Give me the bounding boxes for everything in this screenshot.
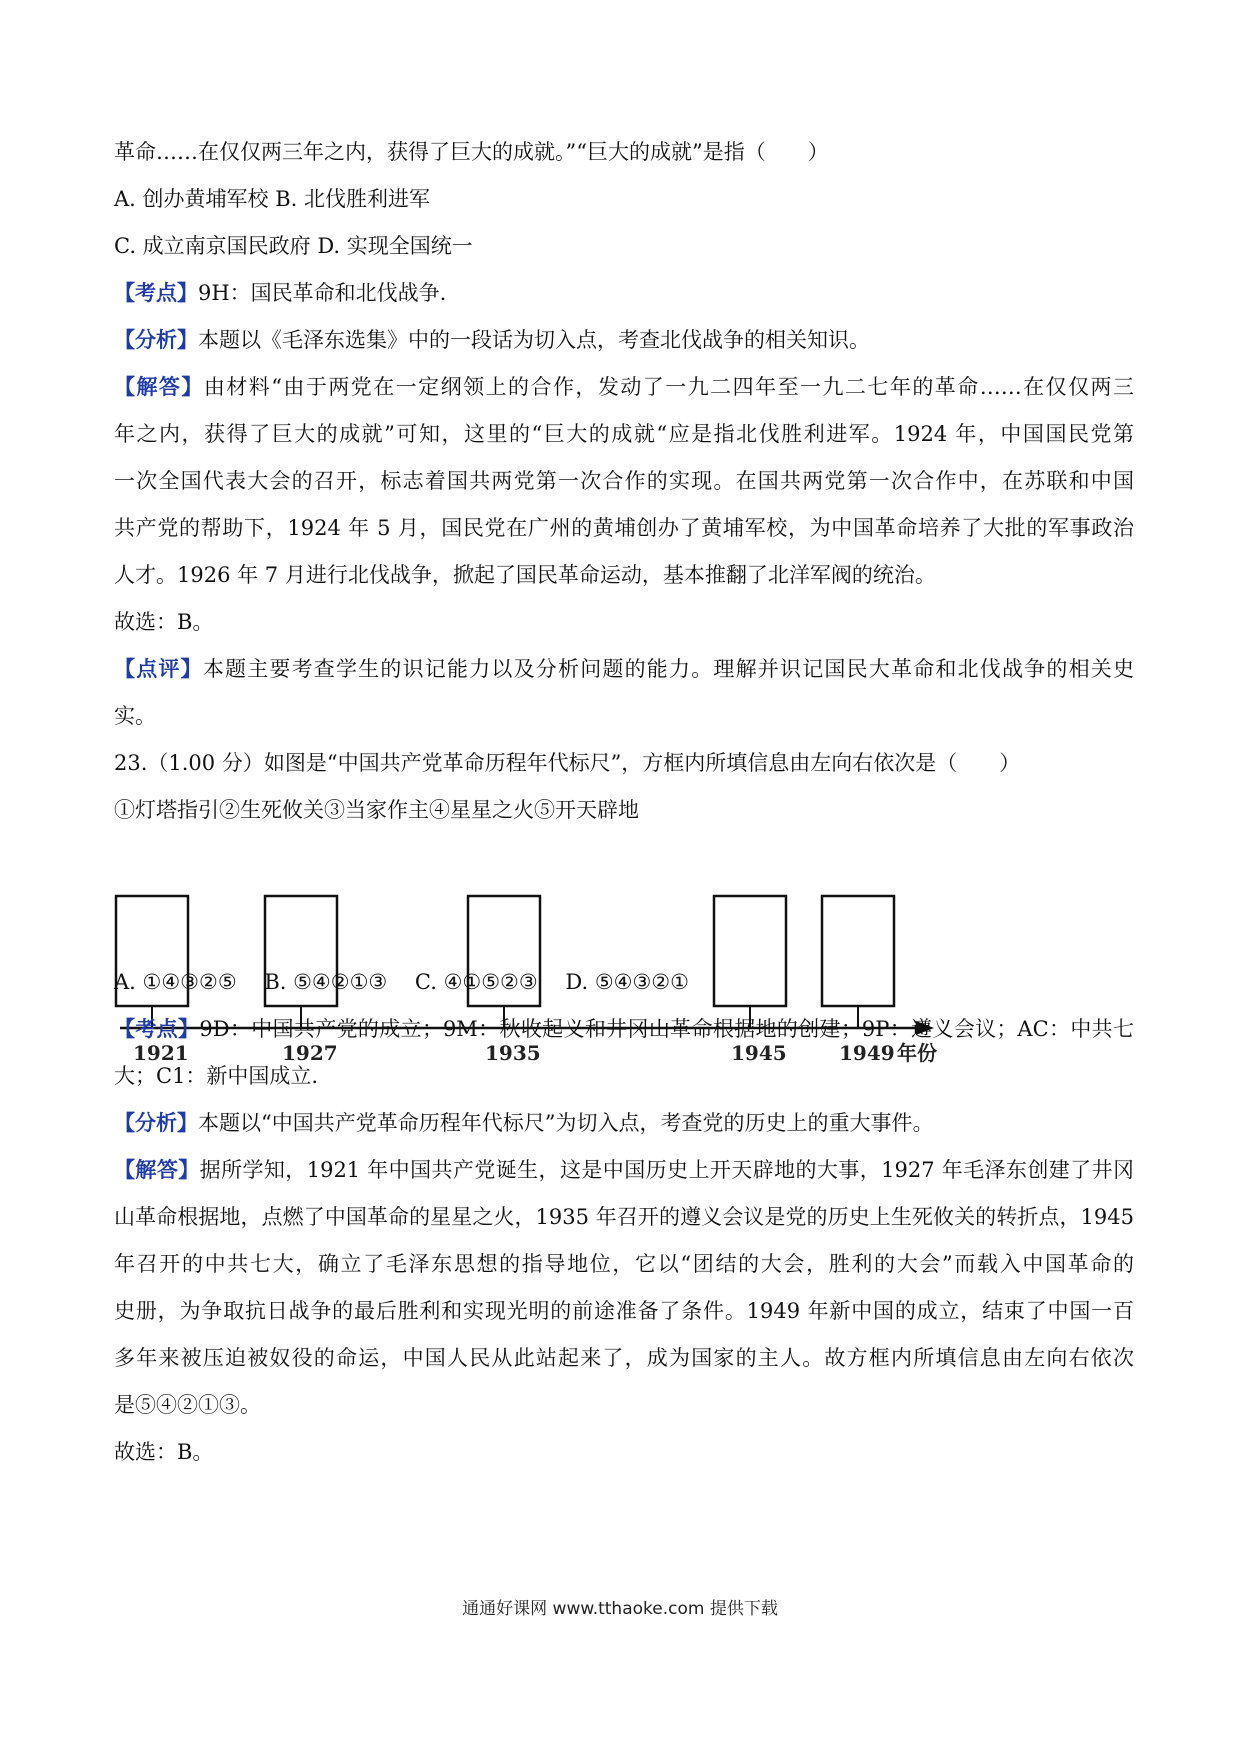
q23-kaodian-line-2: 大；C1：新中国成立. bbox=[114, 1064, 319, 1088]
q22-jieda-line-1 bbox=[114, 373, 1134, 401]
q22-jieda-line-3: 一次全国代表大会的召开，标志着国共两党第一次合作的实现。在国共两党第一次合作中，在苏联和中国 bbox=[114, 469, 1134, 493]
year-label-1927: 1927 bbox=[282, 1041, 338, 1065]
q22-jieda-line-5: 人才。1926 年 7 月进行北伐战争，掀起了国民革命运动，基本推翻了北洋军阀的统治。 bbox=[114, 563, 936, 587]
q23-stem: 23.（1.00 分）如图是“中国共产党革命历程年代标尺”，方框内所填信息由左向右依次是（ ） bbox=[114, 751, 1021, 775]
q22-options-ab: A. 创办黄埔军校 B. 北伐胜利进军 bbox=[114, 187, 430, 211]
q22-kaodian bbox=[114, 279, 1134, 307]
q23-options: A. ①④③②⑤ B. ⑤④②①③ C. ④①⑤②③ D. ⑤④③②① bbox=[114, 970, 689, 994]
fenxi-text: 本题以《毛泽东选集》中的一段话为切入点，考查北伐战争的相关知识。 bbox=[198, 328, 870, 352]
axis-label: 年份 bbox=[897, 1041, 937, 1065]
fenxi-tag: 【分析】 bbox=[114, 327, 198, 352]
year-label-1949: 1949 bbox=[839, 1041, 895, 1065]
dianping-tag: 【点评】 bbox=[114, 656, 203, 681]
q23-items: ①灯塔指引②生死攸关③当家作主④星星之火⑤开天辟地 bbox=[114, 798, 639, 822]
q22-dianping-line-2: 实。 bbox=[114, 704, 156, 728]
q22-jieda-line-2: 年之内，获得了巨大的成就”可知，这里的“巨大的成就“应是指北伐胜利进军。1924 年，中国国民党第 bbox=[114, 422, 1134, 446]
year-label-1935: 1935 bbox=[485, 1041, 541, 1065]
jieda-text: 据所学知，1921 年中国共产党诞生，这是中国历史上开天辟地的大事，1927 年毛泽东创建了井冈 bbox=[199, 1158, 1135, 1182]
page-footer: 通通好课网 www.tthaoke.com 提供下载 bbox=[462, 1599, 778, 1619]
q23-kaodian-line-1 bbox=[114, 1015, 1134, 1043]
dianping-text: 本题主要考查学生的识记能力以及分析问题的能力。理解并识记国民大革命和北伐战争的相关史 bbox=[202, 657, 1135, 681]
q23-jieda-line-1 bbox=[114, 1156, 1134, 1184]
q22-options-cd: C. 成立南京国民政府 D. 实现全国统一 bbox=[114, 234, 473, 258]
q22-fenxi bbox=[114, 326, 1134, 354]
kaodian-text: 9D：中国共产党的成立；9M：秋收起义和井冈山革命根据地的创建；9P：遵义会议；AC：中共七 bbox=[199, 1017, 1134, 1041]
q22-answer: 故选：B。 bbox=[114, 610, 214, 634]
year-label-1921: 1921 bbox=[133, 1041, 189, 1065]
q23-answer: 故选：B。 bbox=[114, 1440, 214, 1464]
q22-dianping-line-1 bbox=[114, 655, 1134, 683]
jieda-tag: 【解答】 bbox=[114, 374, 204, 399]
q23-jieda-line-3: 年召开的中共七大，确立了毛泽东思想的指导地位，它以“团结的大会，胜利的大会”而载入中国革命的 bbox=[114, 1252, 1134, 1276]
fenxi-text: 本题以“中国共产党革命历程年代标尺”为切入点，考查党的历史上的重大事件。 bbox=[198, 1111, 934, 1135]
q23-fenxi bbox=[114, 1109, 1134, 1137]
jieda-text: 由材料“由于两党在一定纲领上的合作，发动了一九二四年至一九二七年的革命……在仅仅两三 bbox=[203, 375, 1134, 399]
jieda-tag: 【解答】 bbox=[114, 1157, 200, 1182]
kaodian-tag: 【考点】 bbox=[114, 280, 198, 305]
year-label-1945: 1945 bbox=[731, 1041, 787, 1065]
q23-jieda-line-2: 山革命根据地，点燃了中国革命的星星之火，1935 年召开的遵义会议是党的历史上生死攸关的转折点，1945 bbox=[114, 1205, 1134, 1229]
q23-jieda-line-4: 史册，为争取抗日战争的最后胜利和实现光明的前途准备了条件。1949 年新中国的成立，结束了中国一百 bbox=[114, 1299, 1134, 1323]
q22-jieda-line-4: 共产党的帮助下，1924 年 5 月，国民党在广州的黄埔创办了黄埔军校，为中国革命培养了大批的军事政治 bbox=[114, 516, 1134, 540]
q23-jieda-line-6: 是⑤④②①③。 bbox=[114, 1393, 261, 1417]
kaodian-tag: 【考点】 bbox=[114, 1016, 200, 1041]
q22-stem-tail: 革命……在仅仅两三年之内，获得了巨大的成就。”“巨大的成就”是指（ ） bbox=[114, 140, 829, 164]
kaodian-text: 9H：国民革命和北伐战争. bbox=[198, 281, 447, 305]
fenxi-tag: 【分析】 bbox=[114, 1110, 198, 1135]
q23-jieda-line-5: 多年来被压迫被奴役的命运，中国人民从此站起来了，成为国家的主人。故方框内所填信息由左向右依次 bbox=[114, 1346, 1134, 1370]
